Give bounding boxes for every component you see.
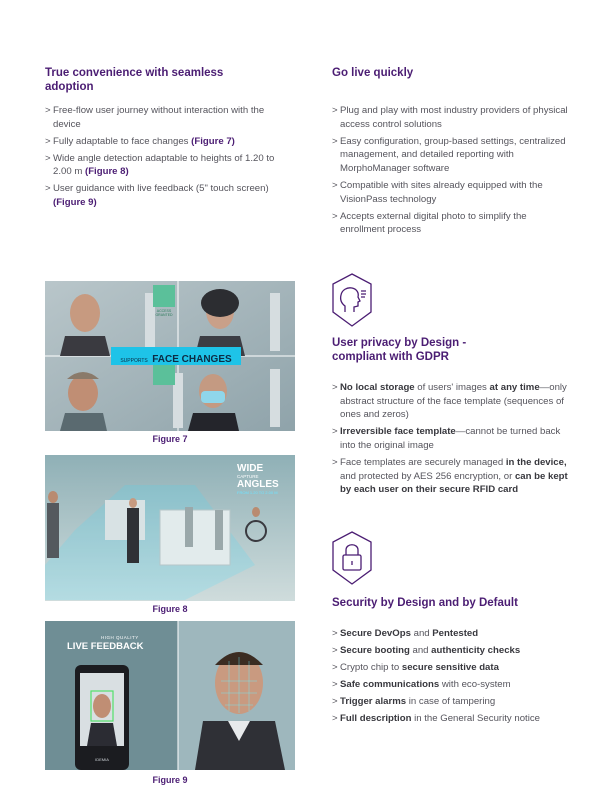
security-list — [332, 627, 572, 730]
face-changes-banner: SUPPORTS FACE CHANGES — [120, 354, 232, 365]
list-item: > Easy configuration, group-based settings, centralized management, and detailed reporting with MorphoManager software — [332, 135, 568, 176]
live-feedback-label: LIVE FEEDBACK — [67, 641, 144, 652]
list-item: > Irreversible face template—cannot be turned back into the original image — [332, 425, 568, 452]
section-heading-privacy: User privacy by Design - compliant with GDPR — [332, 337, 467, 363]
list-item: > Accepts external digital photo to simplify the enrollment process — [332, 210, 568, 237]
list-item: > Free-flow user journey without interaction with the device — [45, 104, 285, 131]
list-item: > Plug and play with most industry providers of physical access control solutions — [332, 104, 568, 131]
face-shield-icon — [330, 272, 374, 333]
section-heading-security: Security by Design and by Default — [332, 597, 518, 609]
list-item: > Wide angle detection adaptable to heights of 1.20 to 2.00 m (Figure 8) — [45, 152, 285, 179]
figure-8-image — [45, 455, 295, 601]
figure-7-caption: Figure 7 — [152, 434, 188, 444]
padlock-shield-icon — [330, 530, 374, 591]
go-live-list — [332, 104, 568, 240]
list-item: > Crypto chip to secure sensitive data — [332, 661, 572, 675]
list-item: > Secure booting and authenticity checks — [332, 644, 572, 658]
figure-9-image — [45, 621, 295, 770]
figure-9-caption: Figure 9 — [152, 775, 188, 785]
high-quality-label: HIGH QUALITY — [101, 635, 139, 640]
list-item: > Safe communications with eco-system — [332, 678, 572, 692]
section-heading-go-live: Go live quickly — [332, 67, 414, 79]
list-item: > Compatible with sites already equipped with the VisionPass technology — [332, 179, 568, 206]
device-brand-label: IDEMIA — [95, 757, 109, 762]
list-item: > Trigger alarms in case of tampering — [332, 695, 572, 709]
list-item: > Full description in the General Security notice — [332, 712, 572, 726]
access-granted-label: ACCESS GRANTED — [155, 309, 173, 317]
wide-angles-label: WIDE CAPTURE ANGLES FROM 1.20 TO 2.00 M — [237, 463, 279, 495]
section-heading-convenience: True convenience with seamless adoption — [45, 67, 224, 93]
list-item: > No local storage of users' images at any time—only abstract structure of the face template (sequences of ones and zeros) — [332, 381, 568, 422]
privacy-list — [332, 381, 568, 500]
figure-8-caption: Figure 8 — [152, 604, 188, 614]
list-item: > Face templates are securely managed in the device, and protected by AES 256 encryption, or can be kept by each user on their secure RFID card — [332, 456, 568, 497]
figure-7-image — [45, 281, 295, 431]
list-item: > Fully adaptable to face changes (Figure 7) — [45, 135, 285, 149]
list-item: > Secure DevOps and Pentested — [332, 627, 572, 641]
convenience-list — [45, 104, 285, 213]
list-item: > User guidance with live feedback (5" touch screen) (Figure 9) — [45, 182, 285, 209]
